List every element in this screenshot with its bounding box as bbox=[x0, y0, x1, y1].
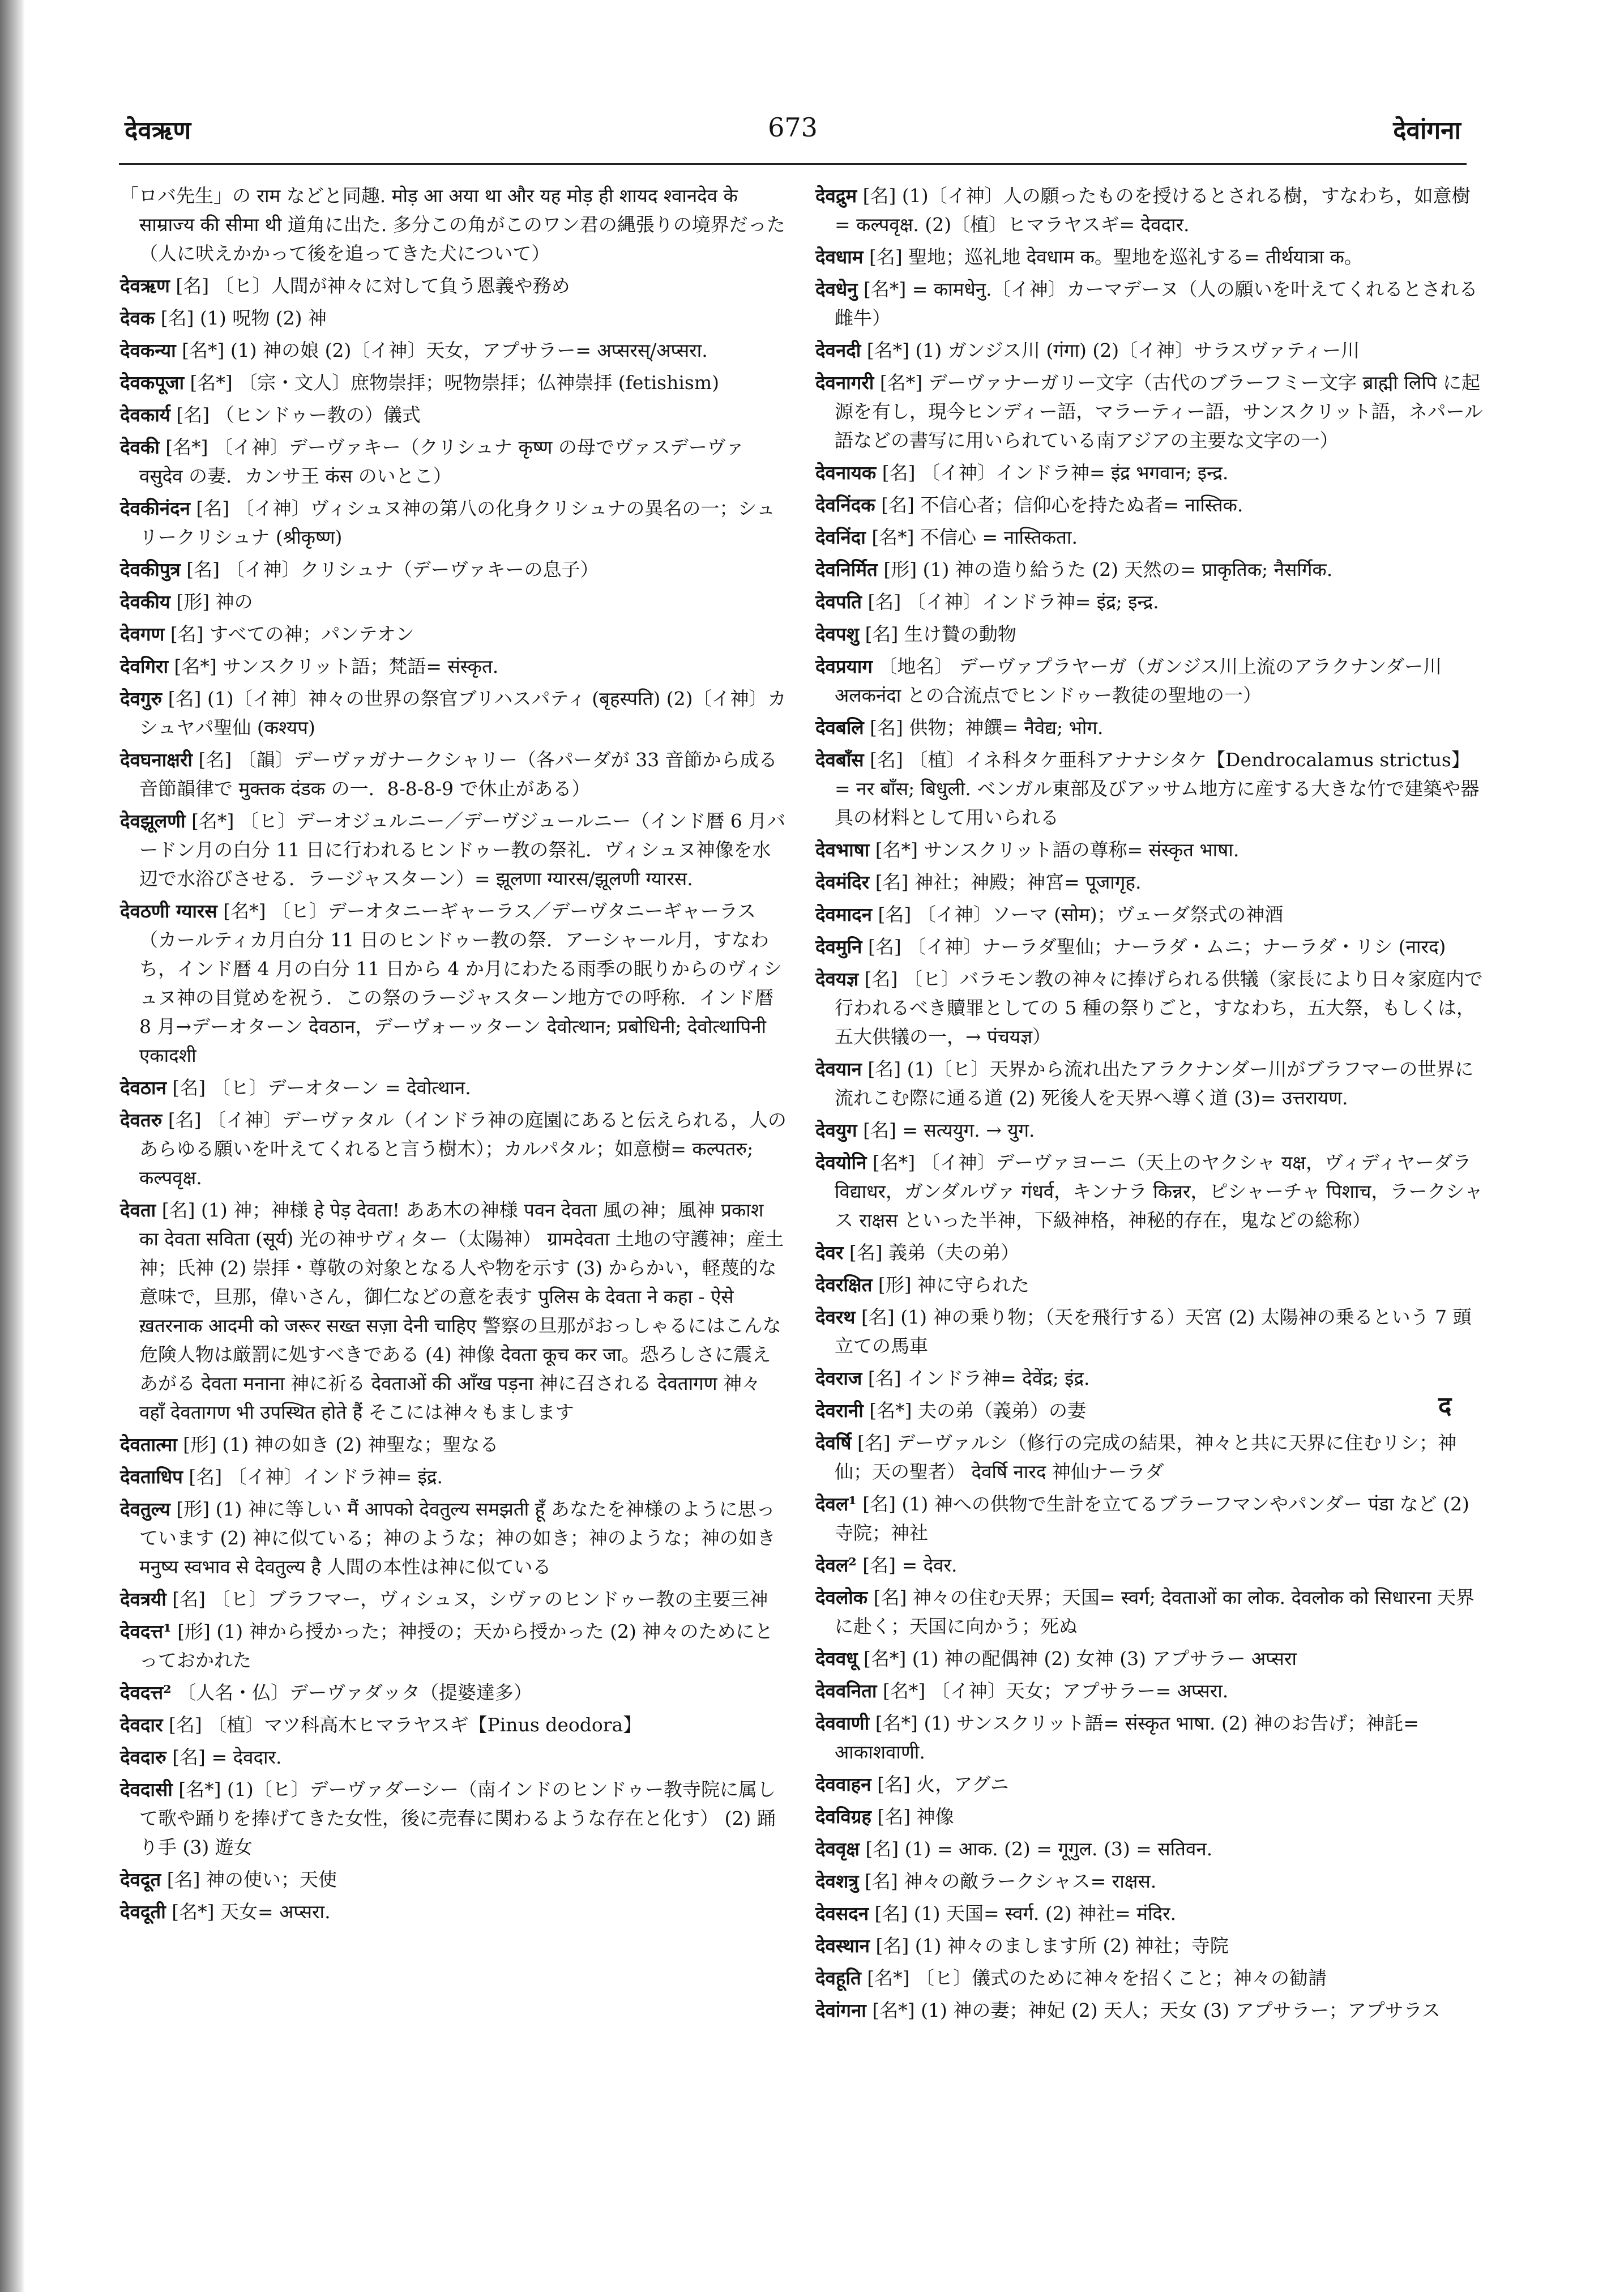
entry-definition: 神社；神殿；神宮= पूजागृह. bbox=[914, 871, 1142, 893]
dictionary-entry bbox=[120, 806, 788, 893]
entry-part-of-speech: [名] bbox=[873, 1586, 907, 1608]
entry-definition: 夫の弟（義弟）の妻 bbox=[918, 1399, 1087, 1422]
dictionary-entry bbox=[815, 1116, 1484, 1145]
dictionary-entry bbox=[815, 1931, 1484, 1960]
entry-definition: 〔イ神〕デーヴァタル（インドラ神の庭園にあると伝えられる，人のあらゆる願いを叶えてくれると言う樹木）；カルパタル；如意樹= कल्पतरु; कल्पवृक्ष. bbox=[139, 1109, 787, 1189]
entry-part-of-speech: [名*] bbox=[879, 372, 923, 394]
entry-definition: 〔イ神〕インドラ神= इंद्र भगवान; इन्द्र. bbox=[921, 462, 1229, 484]
entry-definition: (1) 呪物 (2) 神 bbox=[199, 307, 327, 329]
dictionary-entry bbox=[120, 1775, 788, 1862]
entry-headword: देवपति bbox=[815, 591, 862, 613]
entry-definition: (1) ガンジス川 (गंगा) (2)〔イ神〕サラスヴァティー川 bbox=[915, 339, 1360, 361]
entry-definition: 〔イ神〕デーヴァキー（クリシュナ कृष्ण の母でヴァスデーヴァ वसुदेव の妻．カンサ王 कंस のいとこ） bbox=[139, 436, 745, 487]
dictionary-entry bbox=[120, 897, 788, 1070]
dictionary-entry bbox=[120, 433, 788, 490]
entry-part-of-speech: [名*] bbox=[867, 1967, 910, 1989]
dictionary-entry bbox=[815, 1676, 1484, 1705]
entry-definition: 生け贄の動物 bbox=[904, 623, 1016, 645]
dictionary-entry bbox=[815, 932, 1484, 961]
entry-definition: デーヴァルシ（修行の完成の結果，神々と共に天界に住むリシ；神仙；天の聖者） देवर्षि नारद 神仙ナーラダ bbox=[835, 1432, 1457, 1483]
entry-headword: देवप्रयाग bbox=[815, 655, 873, 677]
entry-part-of-speech: [名*] bbox=[863, 278, 907, 300]
entry-definition: (1) 神に等しい मैं आपको देवतुल्य समझती हूँ あなたを神様のように思っています (2) 神に似ている；神のような；神の如き；神のような；神の如き मनुष्य स्वभाव से देवतुल्य है 人間の本性は神に似ている bbox=[139, 1498, 776, 1578]
entry-definition: (1) 神への供物で生計を立てるブラーフマンやパンダー पंडा など (2) 寺院；神社 bbox=[835, 1493, 1469, 1544]
entry-headword: देवहूति bbox=[815, 1967, 861, 1989]
entry-part-of-speech: [名] bbox=[865, 623, 899, 645]
entry-definition: （ヒンドゥー教の）儀式 bbox=[215, 404, 421, 426]
entry-headword: देवभाषा bbox=[815, 839, 870, 861]
dictionary-entry bbox=[120, 1196, 788, 1427]
entry-part-of-speech: [名*] bbox=[872, 1151, 916, 1173]
entry-headword: देवघनाक्षरी bbox=[120, 749, 193, 771]
entry-definition: デーヴァナーガリー文字（古代のブラーフミー文字 ब्राह्मी लिपि に起源を有し，現今ヒンディー語，マラーティー語，サンスクリット語，ネパール語などの書写に用いられている南アジアの主要な文字の一） bbox=[835, 372, 1483, 451]
entry-headword: देवकीय bbox=[120, 591, 170, 613]
entry-headword: देवदासी bbox=[120, 1778, 173, 1800]
entry-headword: देवरानी bbox=[815, 1399, 864, 1422]
entry-part-of-speech: [名] bbox=[862, 1554, 896, 1576]
entry-part-of-speech: [名] bbox=[867, 1058, 901, 1080]
entry-definition: 神々の住む天界；天国= स्वर्ग; देवताओं का लोक. देवलोक को सिधारना 天界に赴く；天国に向かう；死ぬ bbox=[835, 1586, 1475, 1637]
dictionary-entry bbox=[120, 368, 788, 397]
header-rule bbox=[119, 163, 1467, 165]
dictionary-entry bbox=[815, 1238, 1484, 1267]
entry-definition: 供物；神饌= नैवेद्य; भोग. bbox=[909, 716, 1104, 739]
entry-definition: 〔韻〕デーヴァガナークシャリー（各パーダが 33 音節から成る音節韻律で मुक्तक दंडक の一．8-8-8-9 で休止がある） bbox=[139, 749, 777, 800]
dictionary-entry bbox=[120, 271, 788, 300]
entry-headword: देवगुरु bbox=[120, 688, 163, 710]
right-column bbox=[815, 181, 1484, 2028]
entry-part-of-speech: [名] bbox=[198, 749, 232, 771]
dictionary-entry bbox=[120, 620, 788, 648]
entry-headword: देवकार्य bbox=[120, 404, 170, 426]
dictionary-entry bbox=[815, 964, 1484, 1051]
entry-definition: (1) 神；神様 हे पेड़ देवता! ああ木の神様 पवन देवता 風の神；風神 प्रकाश का देवता सविता (सूर्य) 光の神サヴィター（太陽神） ग्रामदेवता 土地の守護神；産土神；氏神 (2) 崇拝・尊敬の対象となる人や物を示す (3) からかい，軽蔑的な意味で，旦那，偉いさん，御仁などの意を表す पुलिस के देवता ने कहा - ऐसे ख़तरनाक आदमी को जरूर सख्त सज़ा देनी चाहिए 警察の旦那がおっしゃるにはこんな危険人物は厳罰に処すべきである (4) 神像 देवता कूच कर जा。恐ろしさに震えあがる देवता मनाना 神に祈る देवताओं की आँख पड़ना 神に召される देवतागण 神々 वहाँ देवतागण भी उपस्थित होते हैं そこには神々もまします bbox=[139, 1199, 784, 1423]
entry-part-of-speech: [名] bbox=[864, 968, 898, 990]
dictionary-entry bbox=[815, 1396, 1484, 1425]
entry-headword: देवगण bbox=[120, 623, 165, 645]
dictionary-entry bbox=[815, 620, 1484, 648]
entry-part-of-speech: [名] bbox=[875, 871, 909, 893]
entry-part-of-speech: [名] bbox=[196, 497, 230, 519]
entry-headword: देवताधिप bbox=[120, 1466, 183, 1488]
entry-part-of-speech: [名*] bbox=[174, 655, 217, 677]
dictionary-entry bbox=[120, 400, 788, 429]
entry-part-of-speech: [形] bbox=[177, 1620, 211, 1642]
entry-part-of-speech: [名] bbox=[882, 462, 916, 484]
entry-definition: (1) サンスクリット語= संस्कृत भाषा. (2) 神のお告げ；神託= आकाशवाणी. bbox=[835, 1712, 1419, 1763]
dictionary-entry bbox=[815, 1996, 1484, 2025]
entry-headword: देवकन्या bbox=[120, 339, 176, 361]
dictionary-entry bbox=[815, 368, 1484, 455]
entry-headword: देवनदी bbox=[815, 339, 861, 361]
entry-headword: देवरथ bbox=[815, 1306, 856, 1328]
entry-definition: すべての神；パンテオン bbox=[210, 623, 414, 645]
entry-headword: देवमुनि bbox=[815, 936, 862, 958]
left-column bbox=[120, 181, 788, 1930]
entry-headword: देवराज bbox=[815, 1367, 862, 1389]
dictionary-entry bbox=[815, 1055, 1484, 1112]
entry-part-of-speech: [名] bbox=[862, 1493, 896, 1515]
entry-part-of-speech: [名] bbox=[172, 1746, 206, 1768]
entry-definition: (1) 神の造り給うた (2) 天然の= प्राकृतिक; नैसर्गिक. bbox=[922, 558, 1333, 581]
entry-part-of-speech: [名*] bbox=[869, 1399, 912, 1422]
entry-part-of-speech: [形] bbox=[183, 1433, 217, 1456]
entry-definition: 〔イ神〕インドラ神= इंद्र; इन्द्र. bbox=[907, 591, 1159, 613]
entry-headword: देवदूत bbox=[120, 1868, 161, 1890]
entry-part-of-speech: [名] bbox=[166, 1868, 200, 1890]
entry-definition: (1) = आक. (2) = गूगुल. (3) = सतिवन. bbox=[904, 1838, 1213, 1860]
entry-part-of-speech: [名] bbox=[867, 1367, 901, 1389]
dictionary-entry bbox=[815, 868, 1484, 897]
entry-part-of-speech: [名*] bbox=[866, 339, 910, 361]
entry-definition: 聖地；巡礼地 देवधाम क。聖地を巡礼する= तीर्थयात्रा क。 bbox=[908, 246, 1363, 268]
entry-definition: サンスクリット語；梵語= संस्कृत. bbox=[223, 655, 499, 677]
entry-headword: देवयोनि bbox=[815, 1151, 867, 1173]
entry-definition: 〔ヒ〕バラモン教の神々に捧げられる供犠（家長により日々家庭内で行われるべき贖罪としての 5 種の祭りごと，すなわち，五大祭，もしくは，五大供犠の一，→ पंचयज्ञ） bbox=[835, 968, 1483, 1048]
entry-headword: देवदार bbox=[120, 1714, 163, 1736]
dictionary-entry bbox=[815, 587, 1484, 616]
entry-headword: देवता bbox=[120, 1199, 156, 1221]
entry-headword: देवनायक bbox=[815, 462, 877, 484]
dictionary-entry bbox=[815, 1270, 1484, 1299]
dictionary-entry bbox=[120, 555, 788, 584]
entry-definition: 神の使い；天使 bbox=[206, 1868, 337, 1890]
entry-definition: (1) 天国= स्वर्ग. (2) 神社= मंदिर. bbox=[913, 1902, 1177, 1924]
entry-part-of-speech: [名] bbox=[172, 1077, 206, 1099]
entry-headword: देवद्रुम bbox=[815, 185, 857, 207]
entry-part-of-speech: [名] bbox=[857, 1432, 891, 1454]
entry-part-of-speech: [名] bbox=[168, 1109, 202, 1131]
dictionary-entry bbox=[815, 745, 1484, 832]
dictionary-entry bbox=[815, 490, 1484, 519]
entry-part-of-speech: [形] bbox=[878, 1274, 912, 1296]
running-head-left: देवऋण bbox=[125, 116, 191, 145]
entry-definition: (1) 神の妻；神妃 (2) 天人；天女 (3) アプサラー；アプサラス bbox=[921, 1999, 1441, 2021]
entry-part-of-speech: [名] bbox=[861, 1306, 895, 1328]
entry-definition: = देवर. bbox=[901, 1554, 958, 1576]
entry-definition: 〔イ神〕デーヴァヨーニ（天上のヤクシャ यक्ष，ヴィディヤーダラ विद्याधर，ガンダルヴァ गंधर्व，キンナラ किन्नर，ピシャーチャ पिशाच，ラークシャス राक्षस といった半神，下級神格，神秘的存在，鬼などの総称） bbox=[835, 1151, 1483, 1231]
entry-definition: (1)〔イ神〕人の願ったものを授けるとされる樹，すなわち，如意樹= कल्पवृक्ष. (2)〔植〕ヒマラヤスギ= देवदार. bbox=[835, 185, 1471, 236]
entry-part-of-speech: [名] bbox=[874, 1902, 908, 1924]
entry-headword: देवबलि bbox=[815, 716, 864, 739]
entry-headword: देवदारु bbox=[120, 1746, 166, 1768]
entry-part-of-speech: [名] bbox=[881, 494, 914, 516]
entry-headword: देवल² bbox=[815, 1554, 857, 1576]
entry-definition: 〔ヒ〕人間が神々に対して負う恩義や務め bbox=[215, 275, 570, 297]
entry-definition: 義弟（夫の弟） bbox=[888, 1241, 1020, 1264]
dictionary-entry bbox=[120, 684, 788, 742]
entry-part-of-speech: [名] bbox=[160, 307, 194, 329]
entry-headword: देवस्थान bbox=[815, 1935, 870, 1957]
dictionary-entry bbox=[815, 181, 1484, 239]
dictionary-entry bbox=[815, 1583, 1484, 1641]
entry-headword: देवत्रयी bbox=[120, 1588, 166, 1610]
dictionary-entry bbox=[120, 1678, 788, 1707]
entry-headword: देवकपूजा bbox=[120, 372, 184, 394]
entry-part-of-speech: [名*] bbox=[864, 1647, 907, 1670]
dictionary-entry bbox=[120, 1710, 788, 1739]
entry-part-of-speech: [名*] bbox=[182, 339, 225, 361]
entry-headword: देवसदन bbox=[815, 1902, 869, 1924]
entry-headword: देवनिंदा bbox=[815, 526, 866, 548]
dictionary-entry bbox=[120, 494, 788, 552]
entry-definition: 〔イ神〕クリシュナ（デーヴァキーの息子） bbox=[225, 558, 599, 581]
entry-definition: (1) 神の配偶神 (2) 女神 (3) アプサラー अप्सरा bbox=[912, 1647, 1297, 1670]
entry-headword: देवबाँस bbox=[815, 749, 864, 771]
entry-part-of-speech: [形] bbox=[883, 558, 917, 581]
thumb-index-letter: द bbox=[1438, 1392, 1452, 1420]
entry-definition: 〔イ神〕天女；アプサラー= अप्सरा. bbox=[931, 1680, 1229, 1702]
entry-headword: देवतुल्य bbox=[120, 1498, 170, 1520]
entry-definition: 神の bbox=[215, 591, 253, 613]
entry-part-of-speech: [名*] bbox=[872, 1999, 915, 2021]
entry-part-of-speech: [名] bbox=[849, 1241, 883, 1264]
dictionary-entry bbox=[120, 652, 788, 681]
dictionary-entry bbox=[815, 1148, 1484, 1235]
entry-definition: 不信心 = नास्तिकता. bbox=[920, 526, 1078, 548]
dictionary-entry bbox=[815, 1867, 1484, 1896]
dictionary-entry bbox=[120, 1617, 788, 1675]
entry-headword: देवदूती bbox=[120, 1901, 166, 1923]
entry-part-of-speech: [名*] bbox=[882, 1680, 926, 1702]
entry-part-of-speech: [名*] bbox=[875, 839, 918, 861]
entry-definition: 〔イ神〕インドラ神= इंद्र. bbox=[228, 1466, 443, 1488]
dictionary-page bbox=[113, 96, 1483, 2260]
entry-definition: サンスクリット語の尊称= संस्कृत भाषा. bbox=[924, 839, 1240, 861]
entry-headword: देवनागरी bbox=[815, 372, 874, 394]
page-number: 673 bbox=[768, 112, 818, 143]
entry-definition: デーヴァプラヤーガ（ガンジス川上流のアラクナンダー川 अलकनंदा との合流点でヒンドゥー教徒の聖地の一） bbox=[835, 655, 1442, 706]
dictionary-entry bbox=[120, 1495, 788, 1581]
entry-headword: देववधू bbox=[815, 1647, 858, 1670]
entry-headword: देवठान bbox=[120, 1077, 166, 1099]
entry-headword: देववाणी bbox=[815, 1712, 870, 1734]
entry-part-of-speech: [名] bbox=[869, 246, 903, 268]
dictionary-entry bbox=[815, 336, 1484, 365]
entry-headword: देवझूलणी bbox=[120, 810, 186, 832]
entry-definition: 〔人名・仏〕デーヴァダッタ（提婆達多） bbox=[177, 1681, 532, 1704]
entry-definition: (1)〔ヒ〕天界から流れ出たアラクナンダー川がブラフマーの世界に流れこむ際に通る道 (2) 死後人を天界へ導く道 (3)= उत्तरायण. bbox=[835, 1058, 1474, 1109]
entry-headword: देवदत्त² bbox=[120, 1681, 172, 1704]
entry-definition: インドラ神= देवेंद्र; इंद्र. bbox=[907, 1367, 1090, 1389]
entry-definition: 神に守られた bbox=[917, 1274, 1030, 1296]
dictionary-entry bbox=[120, 1743, 788, 1772]
dictionary-entry bbox=[815, 835, 1484, 864]
dictionary-entry bbox=[815, 1551, 1484, 1580]
entry-part-of-speech: [名*] bbox=[875, 1712, 918, 1734]
dictionary-entry bbox=[815, 1644, 1484, 1673]
entry-headword: देवदत्त¹ bbox=[120, 1620, 172, 1642]
entry-definition: (1)〔イ神〕神々の世界の祭官ブリハスパティ (बृहस्पति) (2)〔イ神〕カシュヤパ聖仙 (कश्यप) bbox=[139, 688, 787, 739]
entry-headword: देवलोक bbox=[815, 1586, 868, 1608]
entry-part-of-speech: [形] bbox=[176, 591, 210, 613]
dictionary-entry bbox=[815, 275, 1484, 332]
dictionary-entry bbox=[815, 1303, 1484, 1360]
entry-definition: 〔ヒ〕デーオタニーギャーラス／デーヴタニーギャーラス（カールティカ月白分 11 日のヒンドゥー教の祭．アーシャール月，すなわち，インド暦 4 月の白分 11 日から 4 か月にわたる雨季の眠りからのヴィシュヌ神の目覚めを祝う．この祭のラージャスターン地方での呼称．インド暦 8 月→デーオターン देवठान，デーヴォーッターン देवोत्थान; प्रबोधिनी; देवोत्थापिनी एकादशी bbox=[139, 900, 782, 1066]
entry-definition: = कामधेनु.〔イ神〕カーマデーヌ（人の願いを叶えてくれるとされる雌牛） bbox=[835, 278, 1478, 329]
entry-part-of-speech: [名] bbox=[170, 623, 204, 645]
entry-headword: देवपशु bbox=[815, 623, 860, 645]
entry-headword: देवगिरा bbox=[120, 655, 169, 677]
entry-headword: देवविग्रह bbox=[815, 1806, 871, 1828]
dictionary-entry bbox=[815, 900, 1484, 929]
entry-definition: 火，アグニ bbox=[916, 1773, 1009, 1795]
entry-definition: 〔宗・文人〕庶物崇拝；呪物崇拝；仏神崇拝 (fetishism) bbox=[238, 372, 720, 394]
dictionary-entry bbox=[120, 1865, 788, 1894]
entry-part-of-speech: [名*] bbox=[191, 810, 234, 832]
entry-part-of-speech: [名] bbox=[168, 1714, 202, 1736]
entry-definition: 「ロバ先生」の राम などと同趣. मोड़ आ अया था और यह मोड़ ही शायद श्वानदेव के साम्राज्य की सीमा थी 道角に出た. 多分この角がこのワン君の縄張りの境界だった（人に吠えかかって後を追ってきた犬について） bbox=[120, 185, 785, 264]
entry-definition: 〔イ神〕ヴィシュヌ神の第八の化身クリシュナの異名の一；シュリークリシュナ (श्रीकृष्ण) bbox=[139, 497, 775, 548]
entry-part-of-speech: [名] bbox=[870, 749, 903, 771]
dictionary-entry bbox=[120, 1585, 788, 1614]
entry-part-of-speech: [名] bbox=[877, 1773, 911, 1795]
entry-definition: (1) 神の如き (2) 神聖な；聖なる bbox=[222, 1433, 499, 1456]
entry-part-of-speech: [名] bbox=[870, 716, 903, 739]
dictionary-entry bbox=[120, 745, 788, 803]
entry-headword: देववनिता bbox=[815, 1680, 877, 1702]
entry-part-of-speech: [名] bbox=[865, 1838, 899, 1860]
running-head bbox=[113, 96, 1472, 164]
entry-definition: (1) 神々のまします所 (2) 神社；寺院 bbox=[914, 1935, 1229, 1957]
entry-definition: 〔植〕マツ科高木ヒマラヤスギ【Pinus deodora】 bbox=[208, 1714, 642, 1736]
dictionary-entry bbox=[815, 458, 1484, 487]
entry-part-of-speech: [名*] bbox=[223, 900, 266, 922]
entry-part-of-speech: [名*] bbox=[178, 1778, 221, 1800]
entry-headword: देवयज्ञ bbox=[815, 968, 859, 990]
entry-definition: 〔イ神〕ソーマ (सोम)；ヴェーダ祭式の神酒 bbox=[917, 903, 1284, 925]
dictionary-entry bbox=[120, 181, 788, 268]
dictionary-entry bbox=[120, 336, 788, 365]
entry-headword: देववृक्ष bbox=[815, 1838, 860, 1860]
dictionary-entry bbox=[815, 555, 1484, 584]
entry-headword: देवठणी ग्यारस bbox=[120, 900, 217, 922]
entry-part-of-speech: 〔地名〕 bbox=[878, 655, 954, 677]
entry-headword: देवकी bbox=[120, 436, 160, 458]
entry-definition: 神々の敵ラークシャス= राक्षस. bbox=[904, 1870, 1157, 1892]
entry-part-of-speech: [名] bbox=[877, 1806, 911, 1828]
dictionary-entry bbox=[815, 713, 1484, 742]
dictionary-entry bbox=[120, 1073, 788, 1102]
entry-definition: 〔ヒ〕ブラフマー，ヴィシュヌ，シヴァのヒンドゥー教の主要三神 bbox=[211, 1588, 768, 1610]
entry-headword: देवधेनु bbox=[815, 278, 858, 300]
entry-part-of-speech: [名] bbox=[862, 185, 896, 207]
entry-definition: = सत्ययुग. → युग. bbox=[902, 1119, 1035, 1141]
entry-definition: (1) 神の乗り物；（天を飛行する）天宮 (2) 太陽神の乗るという 7 頭立ての馬車 bbox=[835, 1306, 1472, 1357]
entry-headword: देवर्षि bbox=[815, 1432, 852, 1454]
entry-headword: देवमादन bbox=[815, 903, 872, 925]
scan-edge-shadow bbox=[0, 0, 25, 2292]
dictionary-entry bbox=[815, 1364, 1484, 1393]
entry-headword: देवल¹ bbox=[815, 1493, 857, 1515]
entry-part-of-speech: [名] bbox=[176, 275, 210, 297]
dictionary-entry bbox=[815, 1428, 1484, 1486]
dictionary-entry bbox=[120, 1897, 788, 1926]
entry-part-of-speech: [名*] bbox=[165, 436, 208, 458]
entry-part-of-speech: [名] bbox=[875, 1935, 909, 1957]
entry-definition: 〔ヒ〕儀式のために神々を招くこと；神々の勧請 bbox=[916, 1967, 1327, 1989]
entry-headword: देवयान bbox=[815, 1058, 862, 1080]
dictionary-entry bbox=[815, 1709, 1484, 1766]
dictionary-entry bbox=[815, 1802, 1484, 1831]
entry-part-of-speech: [名] bbox=[168, 688, 202, 710]
entry-headword: देवयुग bbox=[815, 1119, 857, 1141]
dictionary-entry bbox=[815, 1964, 1484, 1992]
dictionary-entry bbox=[120, 304, 788, 332]
entry-headword: देवर bbox=[815, 1241, 844, 1264]
entry-definition: 不信心者；信仰心を持たぬ者= नास्तिक. bbox=[920, 494, 1243, 516]
dictionary-entry bbox=[120, 1106, 788, 1192]
entry-part-of-speech: [名] bbox=[867, 936, 901, 958]
entry-definition: (1)〔ヒ〕デーヴァダーシー（南インドのヒンドゥー教寺院に属して歌や踊りを捧げてきた女性，後に売春に関わるような存在と化す） (2) 踊り手 (3) 遊女 bbox=[139, 1778, 776, 1858]
entry-headword: देवकीपुत्र bbox=[120, 558, 181, 581]
entry-part-of-speech: [名] bbox=[176, 404, 210, 426]
entry-part-of-speech: [名] bbox=[863, 1119, 896, 1141]
entry-headword: देवक bbox=[120, 307, 155, 329]
entry-part-of-speech: [名*] bbox=[871, 526, 914, 548]
dictionary-entry bbox=[120, 1462, 788, 1491]
entry-part-of-speech: [形] bbox=[176, 1498, 210, 1520]
dictionary-entry bbox=[815, 523, 1484, 552]
entry-definition: 神像 bbox=[916, 1806, 954, 1828]
entry-headword: देवरक्षित bbox=[815, 1274, 873, 1296]
dictionary-entry bbox=[120, 1430, 788, 1459]
entry-definition: = देवदार. bbox=[211, 1746, 282, 1768]
entry-definition: 〔ヒ〕デーオターン = देवोत्थान. bbox=[211, 1077, 471, 1099]
entry-definition: 天女= अप्सरा. bbox=[220, 1901, 331, 1923]
entry-headword: देववाहन bbox=[815, 1773, 871, 1795]
dictionary-entry bbox=[815, 1489, 1484, 1547]
dictionary-entry bbox=[815, 1899, 1484, 1928]
dictionary-entry bbox=[815, 242, 1484, 271]
entry-part-of-speech: [名*] bbox=[190, 372, 233, 394]
entry-definition: 〔イ神〕ナーラダ聖仙；ナーラダ・ムニ；ナーラダ・リシ (नारद) bbox=[907, 936, 1446, 958]
entry-definition: 〔植〕イネ科タケ亜科アナナシタケ【Dendrocalamus strictus】= नर बाँस; बिधुली. ベンガル東部及びアッサム地方に産する大きな竹で建築や器具の材料として用いられる bbox=[835, 749, 1480, 829]
entry-definition: (1) 神の娘 (2)〔イ神〕天女，アプサラー= अप्सरस्/अप्सरा. bbox=[230, 339, 708, 361]
entry-definition: (1) 神から授かった；神授の；天から授かった (2) 神々のためにとっておかれた bbox=[139, 1620, 773, 1671]
entry-part-of-speech: [名] bbox=[189, 1466, 223, 1488]
entry-headword: देवकीनंदन bbox=[120, 497, 190, 519]
running-head-right: देवांगना bbox=[1393, 116, 1461, 145]
entry-headword: देवांगना bbox=[815, 1999, 866, 2021]
entry-part-of-speech: [名] bbox=[878, 903, 912, 925]
dictionary-entry bbox=[120, 587, 788, 616]
entry-definition: 〔ヒ〕デーオジュルニー／デーヴジュールニー（インド暦 6 月バードン月の白分 11 日に行われるヒンドゥー教の祭礼．ヴィシュヌ神像を水辺で水浴びさせる．ラージャスターン）= झूलणा ग्यारस/झूलणी ग्यारस. bbox=[139, 810, 786, 890]
entry-headword: देवनिंदक bbox=[815, 494, 875, 516]
entry-headword: देवऋण bbox=[120, 275, 170, 297]
entry-part-of-speech: [名] bbox=[865, 1870, 898, 1892]
entry-headword: देवधाम bbox=[815, 246, 864, 268]
entry-part-of-speech: [名] bbox=[867, 591, 901, 613]
entry-headword: देवनिर्मित bbox=[815, 558, 878, 581]
entry-headword: देवतात्मा bbox=[120, 1433, 177, 1456]
dictionary-entry bbox=[815, 1770, 1484, 1799]
entry-part-of-speech: [名*] bbox=[172, 1901, 215, 1923]
entry-part-of-speech: [名] bbox=[172, 1588, 206, 1610]
dictionary-entry bbox=[815, 1834, 1484, 1863]
entry-headword: देवतरु bbox=[120, 1109, 163, 1131]
entry-headword: देवमंदिर bbox=[815, 871, 870, 893]
entry-headword: देवशत्रु bbox=[815, 1870, 859, 1892]
entry-part-of-speech: [名] bbox=[186, 558, 220, 581]
entry-part-of-speech: [名] bbox=[161, 1199, 195, 1221]
dictionary-entry bbox=[815, 652, 1484, 710]
